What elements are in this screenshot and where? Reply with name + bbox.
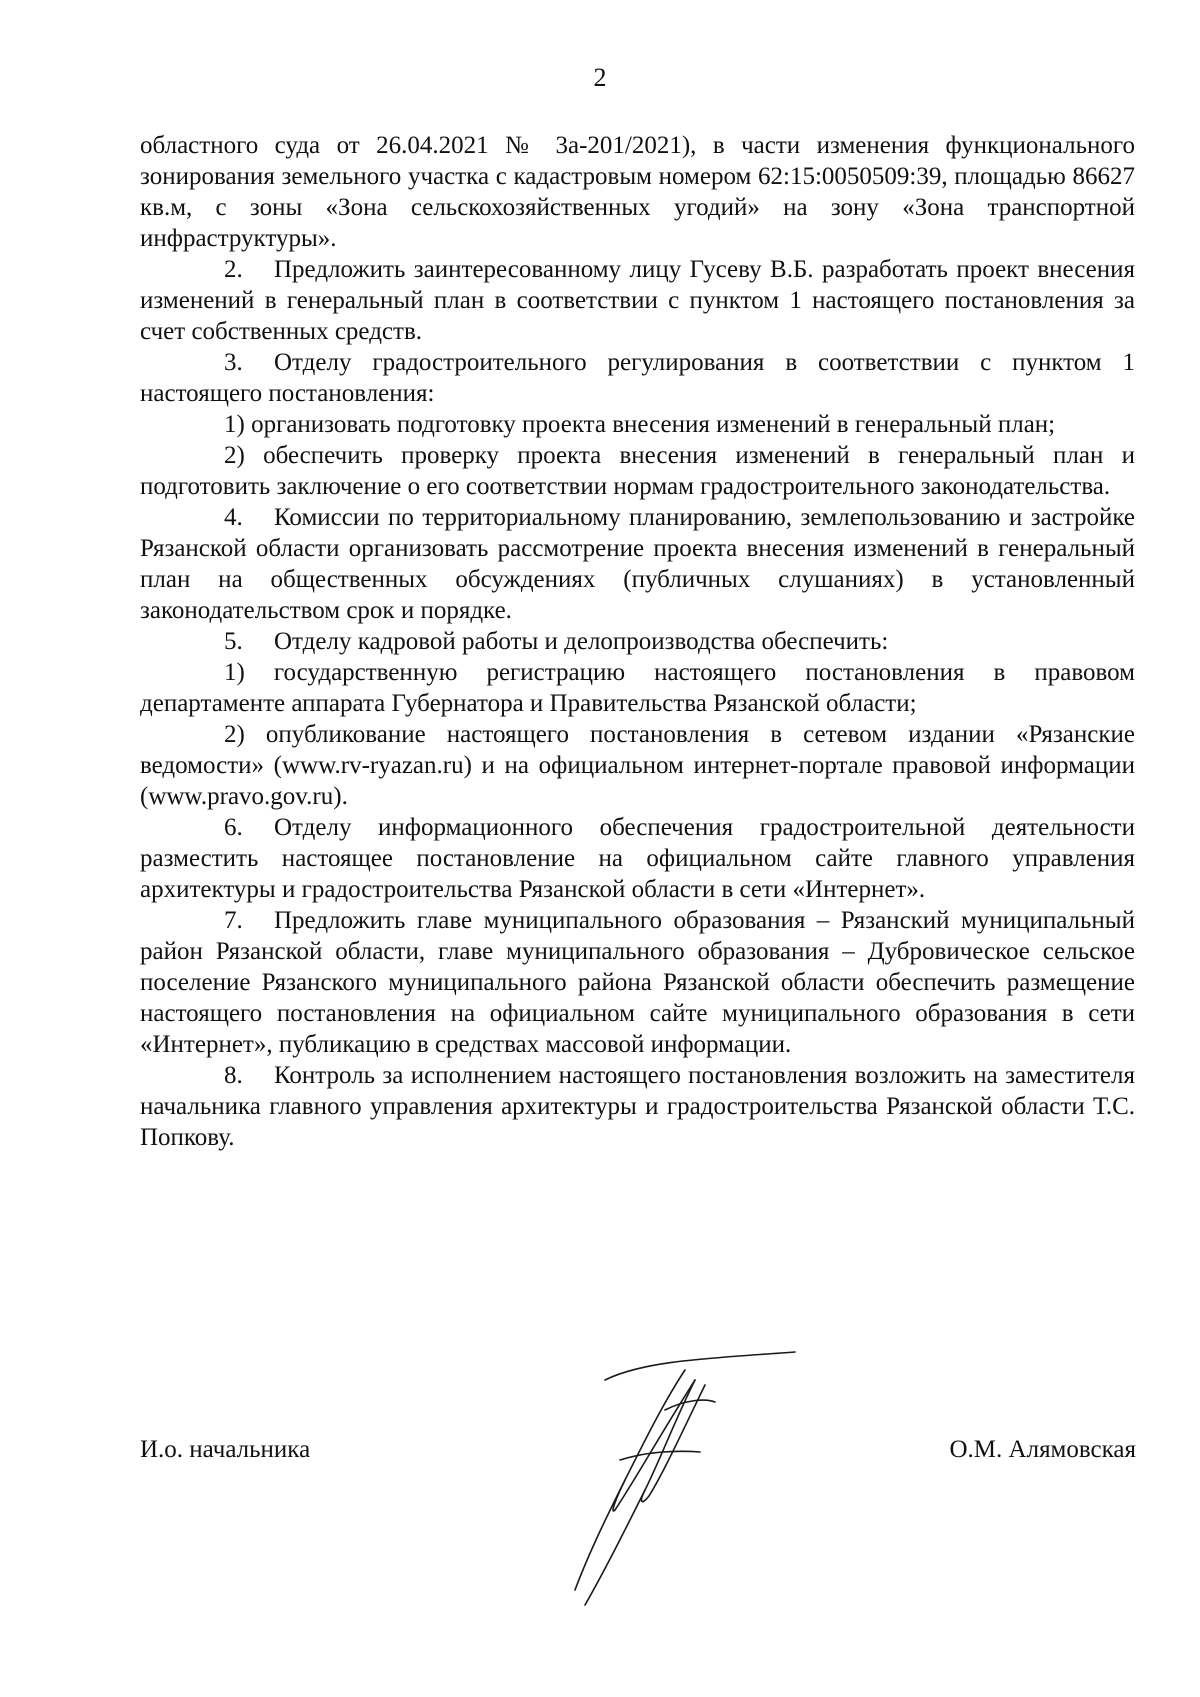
- paragraph-3-subitem-1: 1) организовать подготовку проекта внесения изменений в генеральный план;: [224, 411, 1056, 438]
- item-number: 6.: [224, 814, 243, 841]
- paragraph-6-text: Отделу информационного обеспечения градостроительной деятельности разместить настоящее постановление на официальном сайте главного управления архитектуры и градостроительства Рязанской области в сети «Интернет».: [140, 814, 1135, 903]
- paragraph-2-text: Предложить заинтересованному лицу Гусеву В.Б. разработать проект внесения изменений в генеральный план в соответствии с пунктом 1 настоящего постановления за счет собственных средств.: [140, 256, 1135, 345]
- paragraph-8: [140, 1060, 1135, 1153]
- paragraph-8-text: Контроль за исполнением настоящего постановления возложить на заместителя начальника главного управления архитектуры и градостроительства Рязанской области Т.С. Попкову.: [140, 1062, 1135, 1151]
- paragraph-4: [140, 502, 1135, 626]
- paragraph-5-subitem-2: 2) опубликование настоящего постановления в сетевом издании «Рязанские ведомости» (www.rv-ryazan.ru) и на официальном интернет-портале правовой информации (www.pravo.gov.ru).: [140, 721, 1135, 810]
- item-number: 8.: [224, 1062, 243, 1089]
- item-number: 7.: [224, 907, 243, 934]
- item-number: 3.: [224, 349, 243, 376]
- item-number: 4.: [224, 504, 243, 531]
- paragraph-5: [140, 626, 1135, 657]
- signatory-title: И.о. начальника: [140, 1436, 311, 1463]
- paragraph-7-text: Предложить главе муниципального образования – Рязанский муниципальный район Рязанской области, главе муниципального образования – Дубровическое сельское поселение Рязанского муниципального района Рязанской области обеспечить размещение настоящего постановления на официальном сайте муниципального образования в сети «Интернет», публикацию в средствах массовой информации.: [140, 907, 1135, 1058]
- page-number: 2: [593, 63, 607, 92]
- paragraph-6: [140, 812, 1135, 905]
- paragraph-7: [140, 905, 1135, 1060]
- signatory-name: О.М. Алямовская: [949, 1436, 1136, 1463]
- paragraph-5-subitem-1: 1) государственную регистрацию настоящего постановления в правовом департаменте аппарата Губернатора и Правительства Рязанской области;: [140, 659, 1135, 717]
- item-number: 5.: [224, 628, 243, 655]
- paragraph-2: [140, 254, 1135, 347]
- handwritten-signature: [565, 1340, 855, 1620]
- paragraph-1-continuation: областного суда от 26.04.2021 № 3а-201/2021), в части изменения функционального зонирования земельного участка с кадастровым номером 62:15:0050509:39, площадью 86627 кв.м, с зоны «Зона сельскохозяйственных угодий» на зону «Зона транспортной инфраструктуры».: [140, 132, 1135, 252]
- item-number: 2.: [224, 256, 243, 283]
- paragraph-3-text: Отделу градостроительного регулирования в соответствии с пунктом 1 настоящего постановления:: [140, 349, 1135, 407]
- paragraph-3: [140, 347, 1135, 409]
- document-body: [140, 130, 1135, 1153]
- paragraph-4-text: Комиссии по территориальному планированию, землепользованию и застройке Рязанской области организовать рассмотрение проекта внесения изменений в генеральный план на общественных обсуждениях (публичных слушаниях) в установленный законодательством срок и порядке.: [140, 504, 1135, 624]
- paragraph-3-subitem-2: 2) обеспечить проверку проекта внесения изменений в генеральный план и подготовить заключение о его соответствии нормам градостроительного законодательства.: [140, 442, 1135, 500]
- paragraph-5-text: Отделу кадровой работы и делопроизводства обеспечить:: [274, 628, 889, 655]
